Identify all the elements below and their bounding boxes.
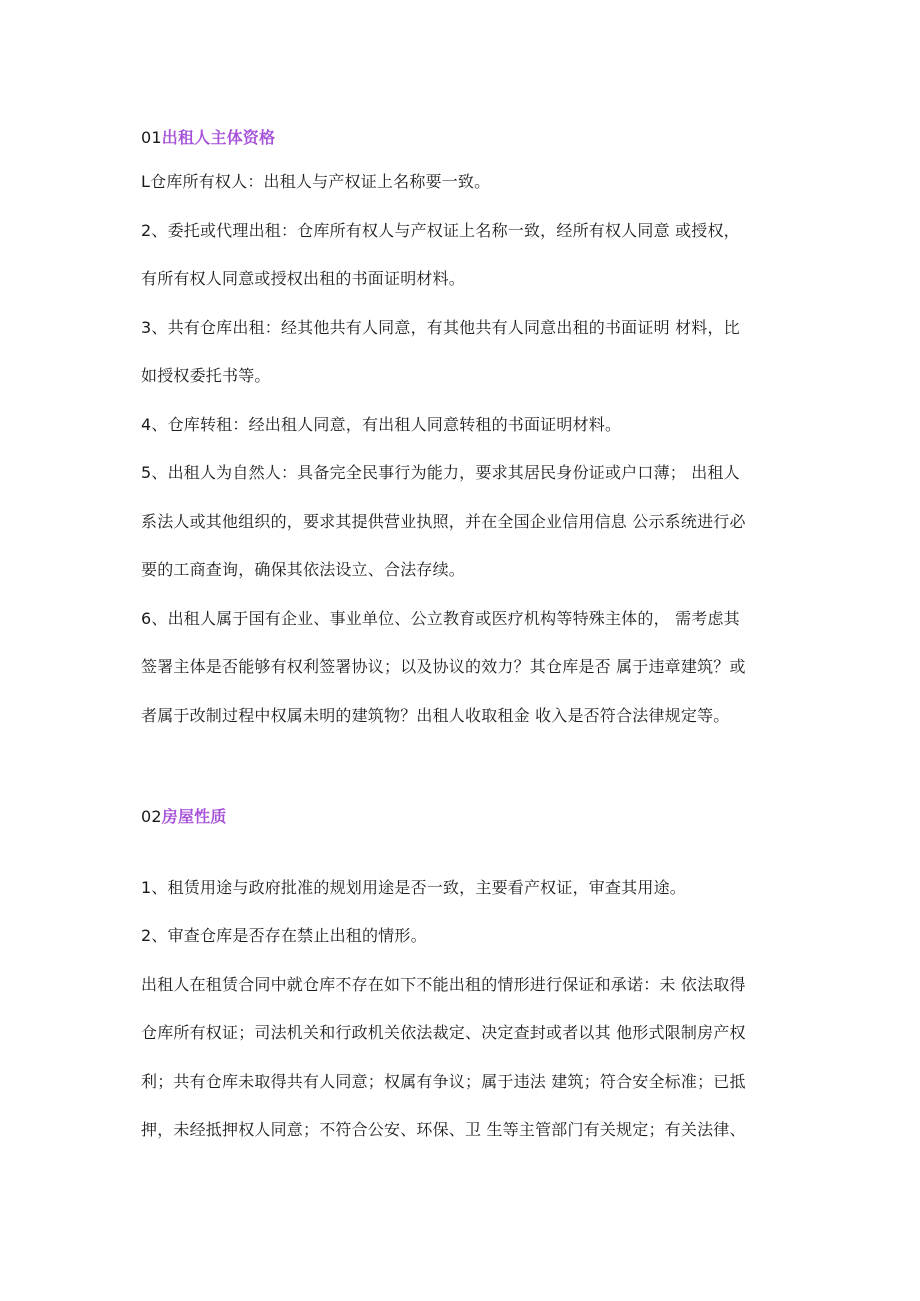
paragraph-line: 4、仓库转租：经出租人同意，有出租人同意转租的书面证明材料。 [141,415,622,434]
paragraph-line: 系法人或其他组织的，要求其提供营业执照，并在全国企业信用信息 公示系统进行必 [141,512,746,531]
paragraph-line: 者属于改制过程中权属未明的建筑物？出租人收取租金 收入是否符合法律规定等。 [141,706,730,725]
paragraph-line: 要的工商查询，确保其依法设立、合法存续。 [141,560,466,579]
paragraph-line: 押，未经抵押权人同意；不符合公安、环保、卫 生等主管部门有关规定；有关法律、 [141,1120,746,1139]
section-number: 02 [141,807,162,826]
paragraph-line: 2、委托或代理出租：仓库所有权人与产权证上名称一致，经所有权人同意 或授权， [141,221,740,240]
paragraph-line: 3、共有仓库出租：经其他共有人同意，有其他共有人同意出租的书面证明 材料，比 [141,318,740,337]
paragraph-line: L仓库所有权人：出租人与产权证上名称要一致。 [141,172,491,191]
paragraph-line: 5、出租人为自然人：具备完全民事行为能力，要求其居民身份证或户口薄； 出租人 [141,463,740,482]
paragraph-line: 签署主体是否能够有权利签署协议；以及协议的效力？其仓库是否 属于违章建筑？或 [141,657,746,676]
paragraph-line: 如授权委托书等。 [141,366,271,385]
paragraph-line: 有所有权人同意或授权出租的书面证明材料。 [141,269,466,288]
section-number: 01 [141,128,162,147]
section-title: 出租人主体资格 [161,128,276,147]
paragraph-line: 仓库所有权证；司法机关和行政机关依法裁定、决定查封或者以其 他形式限制房产权 [141,1023,746,1042]
paragraph-line: 2、审查仓库是否存在禁止出租的情形。 [141,926,427,945]
section-heading-01 [141,127,275,149]
paragraph-line: 出租人在租赁合同中就仓库不存在如下不能出租的情形进行保证和承诺：未 依法取得 [141,975,746,994]
paragraph-line: 1、租赁用途与政府批准的规划用途是否一致，主要看产权证，审查其用途。 [141,878,686,897]
section-heading-02 [141,806,227,828]
section-title: 房屋性质 [161,807,227,826]
paragraph-line: 利；共有仓库未取得共有人同意；权属有争议；属于违法 建筑；符合安全标准；已抵 [141,1072,746,1091]
paragraph-line: 6、出租人属于国有企业、事业单位、公立教育或医疗机构等特殊主体的， 需考虑其 [141,609,740,628]
